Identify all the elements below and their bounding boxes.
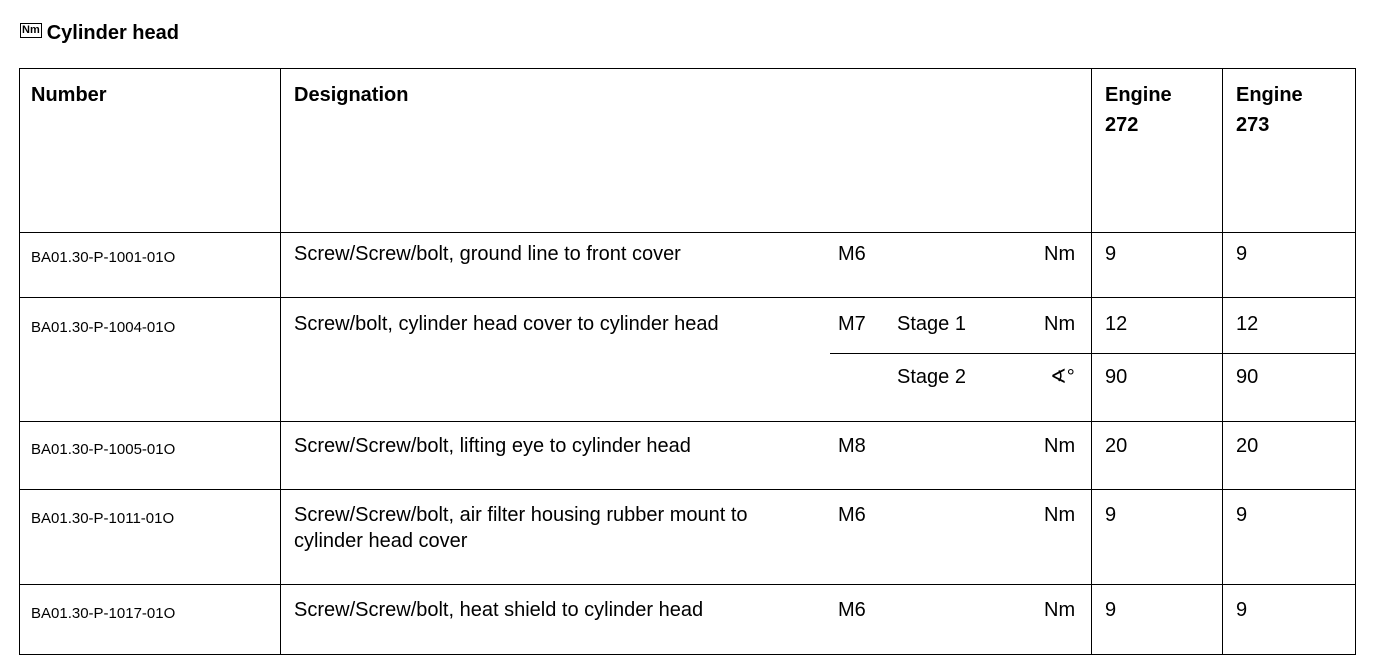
row-thread: M6 [838, 599, 866, 621]
row-number: BA01.30-P-1001-01O [31, 249, 176, 266]
row-number: BA01.30-P-1017-01O [31, 605, 176, 622]
row-unit: Nm [1044, 435, 1076, 457]
row-value-273: 20 [1236, 435, 1259, 457]
row-designation: Screw/bolt, cylinder head cover to cylinder head [294, 313, 719, 335]
header-engine-272: Engine 272 [1105, 84, 1172, 136]
row-number: BA01.30-P-1011-01O [31, 510, 175, 527]
angle-degree-icon: ∢° [1050, 366, 1075, 388]
row-value-272: 12 [1105, 313, 1128, 335]
row-divider [20, 489, 1355, 490]
torque-table [19, 68, 1356, 655]
row-unit: Nm [1044, 599, 1076, 621]
col-divider [280, 69, 281, 654]
row-value-273: 9 [1236, 599, 1248, 621]
col-divider [1222, 69, 1223, 654]
header-number: Number [31, 84, 107, 106]
row-designation: Screw/Screw/bolt, air filter housing rubber mount to cylinder head cover [294, 504, 748, 552]
row-value-272: 9 [1105, 599, 1117, 621]
row-designation: Screw/Screw/bolt, heat shield to cylinder head [294, 599, 704, 621]
row-value-272: 9 [1105, 504, 1117, 526]
row-value-272: 9 [1105, 243, 1117, 265]
row-stage: Stage 1 [897, 313, 966, 335]
row-divider [20, 297, 1355, 298]
header-engine-273: Engine 273 [1236, 84, 1303, 136]
row-value-273: 90 [1236, 366, 1259, 388]
page-title [20, 22, 179, 45]
row-thread: M6 [838, 243, 866, 265]
title-text: Cylinder head [46, 22, 179, 44]
row-unit: Nm [1044, 243, 1076, 265]
row-value-272: 20 [1105, 435, 1128, 457]
row-unit: Nm [1044, 504, 1076, 526]
row-divider [20, 421, 1355, 422]
row-designation: Screw/Screw/bolt, ground line to front cover [294, 243, 681, 265]
row-divider [830, 353, 1355, 354]
col-divider [1091, 69, 1092, 654]
row-designation: Screw/Screw/bolt, lifting eye to cylinder head [294, 435, 691, 457]
row-value-273: 9 [1236, 243, 1248, 265]
header-designation: Designation [294, 84, 409, 106]
row-stage: Stage 2 [897, 366, 966, 388]
row-number: BA01.30-P-1004-01O [31, 319, 176, 336]
row-unit: Nm [1044, 313, 1076, 335]
row-thread: M6 [838, 504, 866, 526]
row-value-272: 90 [1105, 366, 1128, 388]
torque-icon: Nm [22, 24, 40, 36]
row-divider [20, 232, 1355, 233]
row-divider [20, 584, 1355, 585]
row-thread: M7 [838, 313, 866, 335]
row-value-273: 9 [1236, 504, 1248, 526]
row-number: BA01.30-P-1005-01O [31, 441, 176, 458]
row-value-273: 12 [1236, 313, 1259, 335]
row-thread: M8 [838, 435, 866, 457]
